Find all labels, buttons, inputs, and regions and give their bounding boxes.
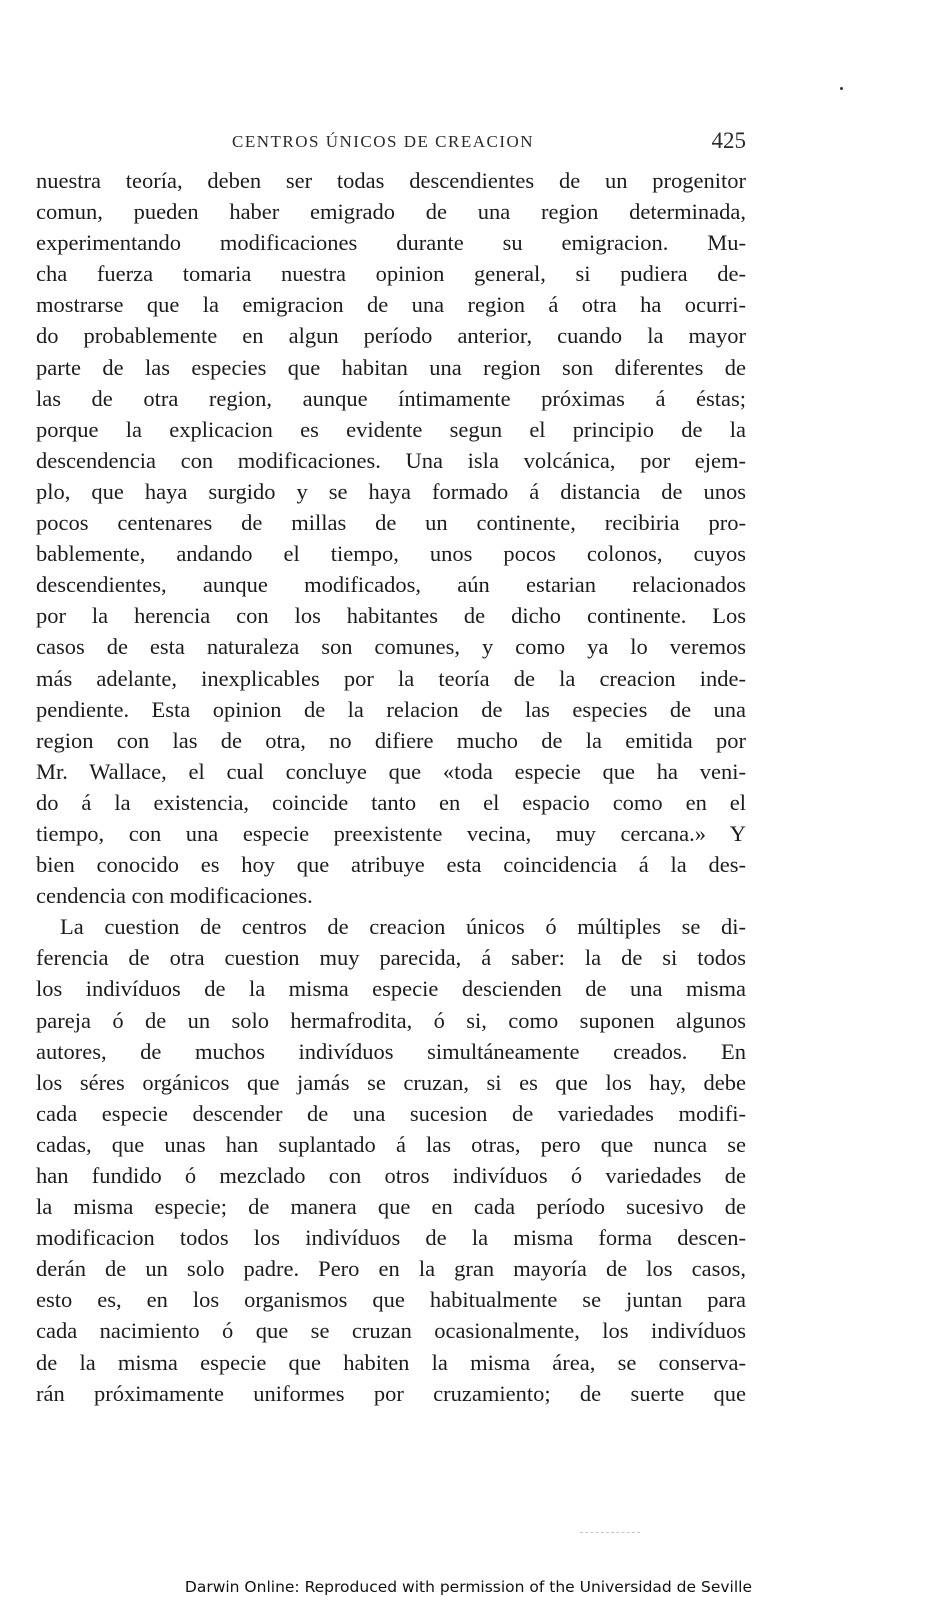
text-line: experimentando modificaciones durante su emigracion. Mu- xyxy=(36,230,746,256)
text-line: la misma especie; de manera que en cada período sucesivo de xyxy=(36,1194,746,1220)
text-line: do á la existencia, coincide tanto en el espacio como en el xyxy=(36,789,746,815)
text-line: bablemente, andando el tiempo, unos pocos colonos, cuyos xyxy=(36,541,746,567)
text-line: han fundido ó mezclado con otros indivíduos ó variedades de xyxy=(36,1163,746,1188)
text-line: porque la explicacion es evidente segun el principio de la xyxy=(36,416,746,442)
text-line: modificacion todos los indivíduos de la misma forma descen- xyxy=(36,1225,746,1251)
text-line: tiempo, con una especie preexistente vecina, muy cercana.» Y xyxy=(36,820,746,846)
running-title: CENTROS ÚNICOS DE CREACION xyxy=(232,132,535,151)
text-line: ferencia de otra cuestion muy parecida, á saber: la de si todos xyxy=(36,945,746,971)
text-line: más adelante, inexplicables por la teoría de la creacion inde- xyxy=(36,665,746,691)
text-line: cada especie descender de una sucesion de variedades modifi- xyxy=(36,1100,746,1126)
text-line: parte de las especies que habitan una region son diferentes de xyxy=(36,354,746,380)
text-line: de la misma especie que habiten la misma área, se conserva- xyxy=(36,1349,746,1375)
text-line: derán de un solo padre. Pero en la gran mayoría de los casos, xyxy=(36,1256,746,1282)
text-line: por la herencia con los habitantes de dicho continente. Los xyxy=(36,603,746,629)
paragraph xyxy=(36,911,746,1409)
text-line: region con las de otra, no difiere mucho de la emitida por xyxy=(36,727,746,753)
text-line: cha fuerza tomaria nuestra opinion general, si pudiera de- xyxy=(36,261,746,287)
text-line: Mr. Wallace, el cual concluye que «toda especie que ha veni- xyxy=(36,758,746,784)
text-line: pareja ó de un solo hermafrodita, ó si, como suponen algunos xyxy=(36,1007,746,1033)
text-line: La cuestion de centros de creacion únicos ó múltiples se di- xyxy=(60,914,746,940)
text-line: cendencia con modificaciones. xyxy=(36,883,313,909)
text-line: comun, pueden haber emigrado de una region determinada, xyxy=(36,199,746,225)
text-line: descendencia con modificaciones. Una isla volcánica, por ejem- xyxy=(36,447,746,473)
text-line: los séres orgánicos que jamás se cruzan, si es que los hay, debe xyxy=(36,1069,746,1095)
text-line: casos de esta naturaleza son comunes, y como ya lo veremos xyxy=(36,634,746,660)
running-head xyxy=(36,128,746,160)
text-line: cadas, que unas han suplantado á las otras, pero que nunca se xyxy=(36,1131,746,1157)
body-text xyxy=(36,165,746,1409)
text-line: cada nacimiento ó que se cruzan ocasionalmente, los indivíduos xyxy=(36,1318,746,1344)
text-line: bien conocido es hoy que atribuye esta coincidencia á la des- xyxy=(36,852,746,878)
text-line: nuestra teoría, deben ser todas descendientes de un progenitor xyxy=(36,168,746,193)
text-line: mostrarse que la emigracion de una region á otra ha ocurri- xyxy=(36,292,746,318)
text-line: autores, de muchos indivíduos simultáneamente creados. En xyxy=(36,1038,746,1064)
scan-artifact-line xyxy=(580,1532,640,1533)
page-number: 425 xyxy=(711,128,746,153)
footer-credit: Darwin Online: Reproduced with permission of the Universidad de Seville xyxy=(184,1578,752,1596)
text-line: esto es, en los organismos que habitualmente se juntan para xyxy=(36,1287,746,1313)
text-line: pocos centenares de millas de un continente, recibiria pro- xyxy=(36,510,746,536)
text-line: descendientes, aunque modificados, aún estarian relacionados xyxy=(36,572,746,598)
text-line: las de otra region, aunque íntimamente próximas á éstas; xyxy=(36,385,746,411)
text-line: pendiente. Esta opinion de la relacion de las especies de una xyxy=(36,696,746,722)
paragraph xyxy=(36,165,746,911)
text-line: los indivíduos de la misma especie descienden de una misma xyxy=(36,976,746,1002)
scan-speck xyxy=(840,87,843,90)
text-line: plo, que haya surgido y se haya formado á distancia de unos xyxy=(36,478,746,504)
text-line: rán próximamente uniformes por cruzamiento; de suerte que xyxy=(36,1380,746,1406)
text-line: do probablemente en algun período anterior, cuando la mayor xyxy=(36,323,746,349)
